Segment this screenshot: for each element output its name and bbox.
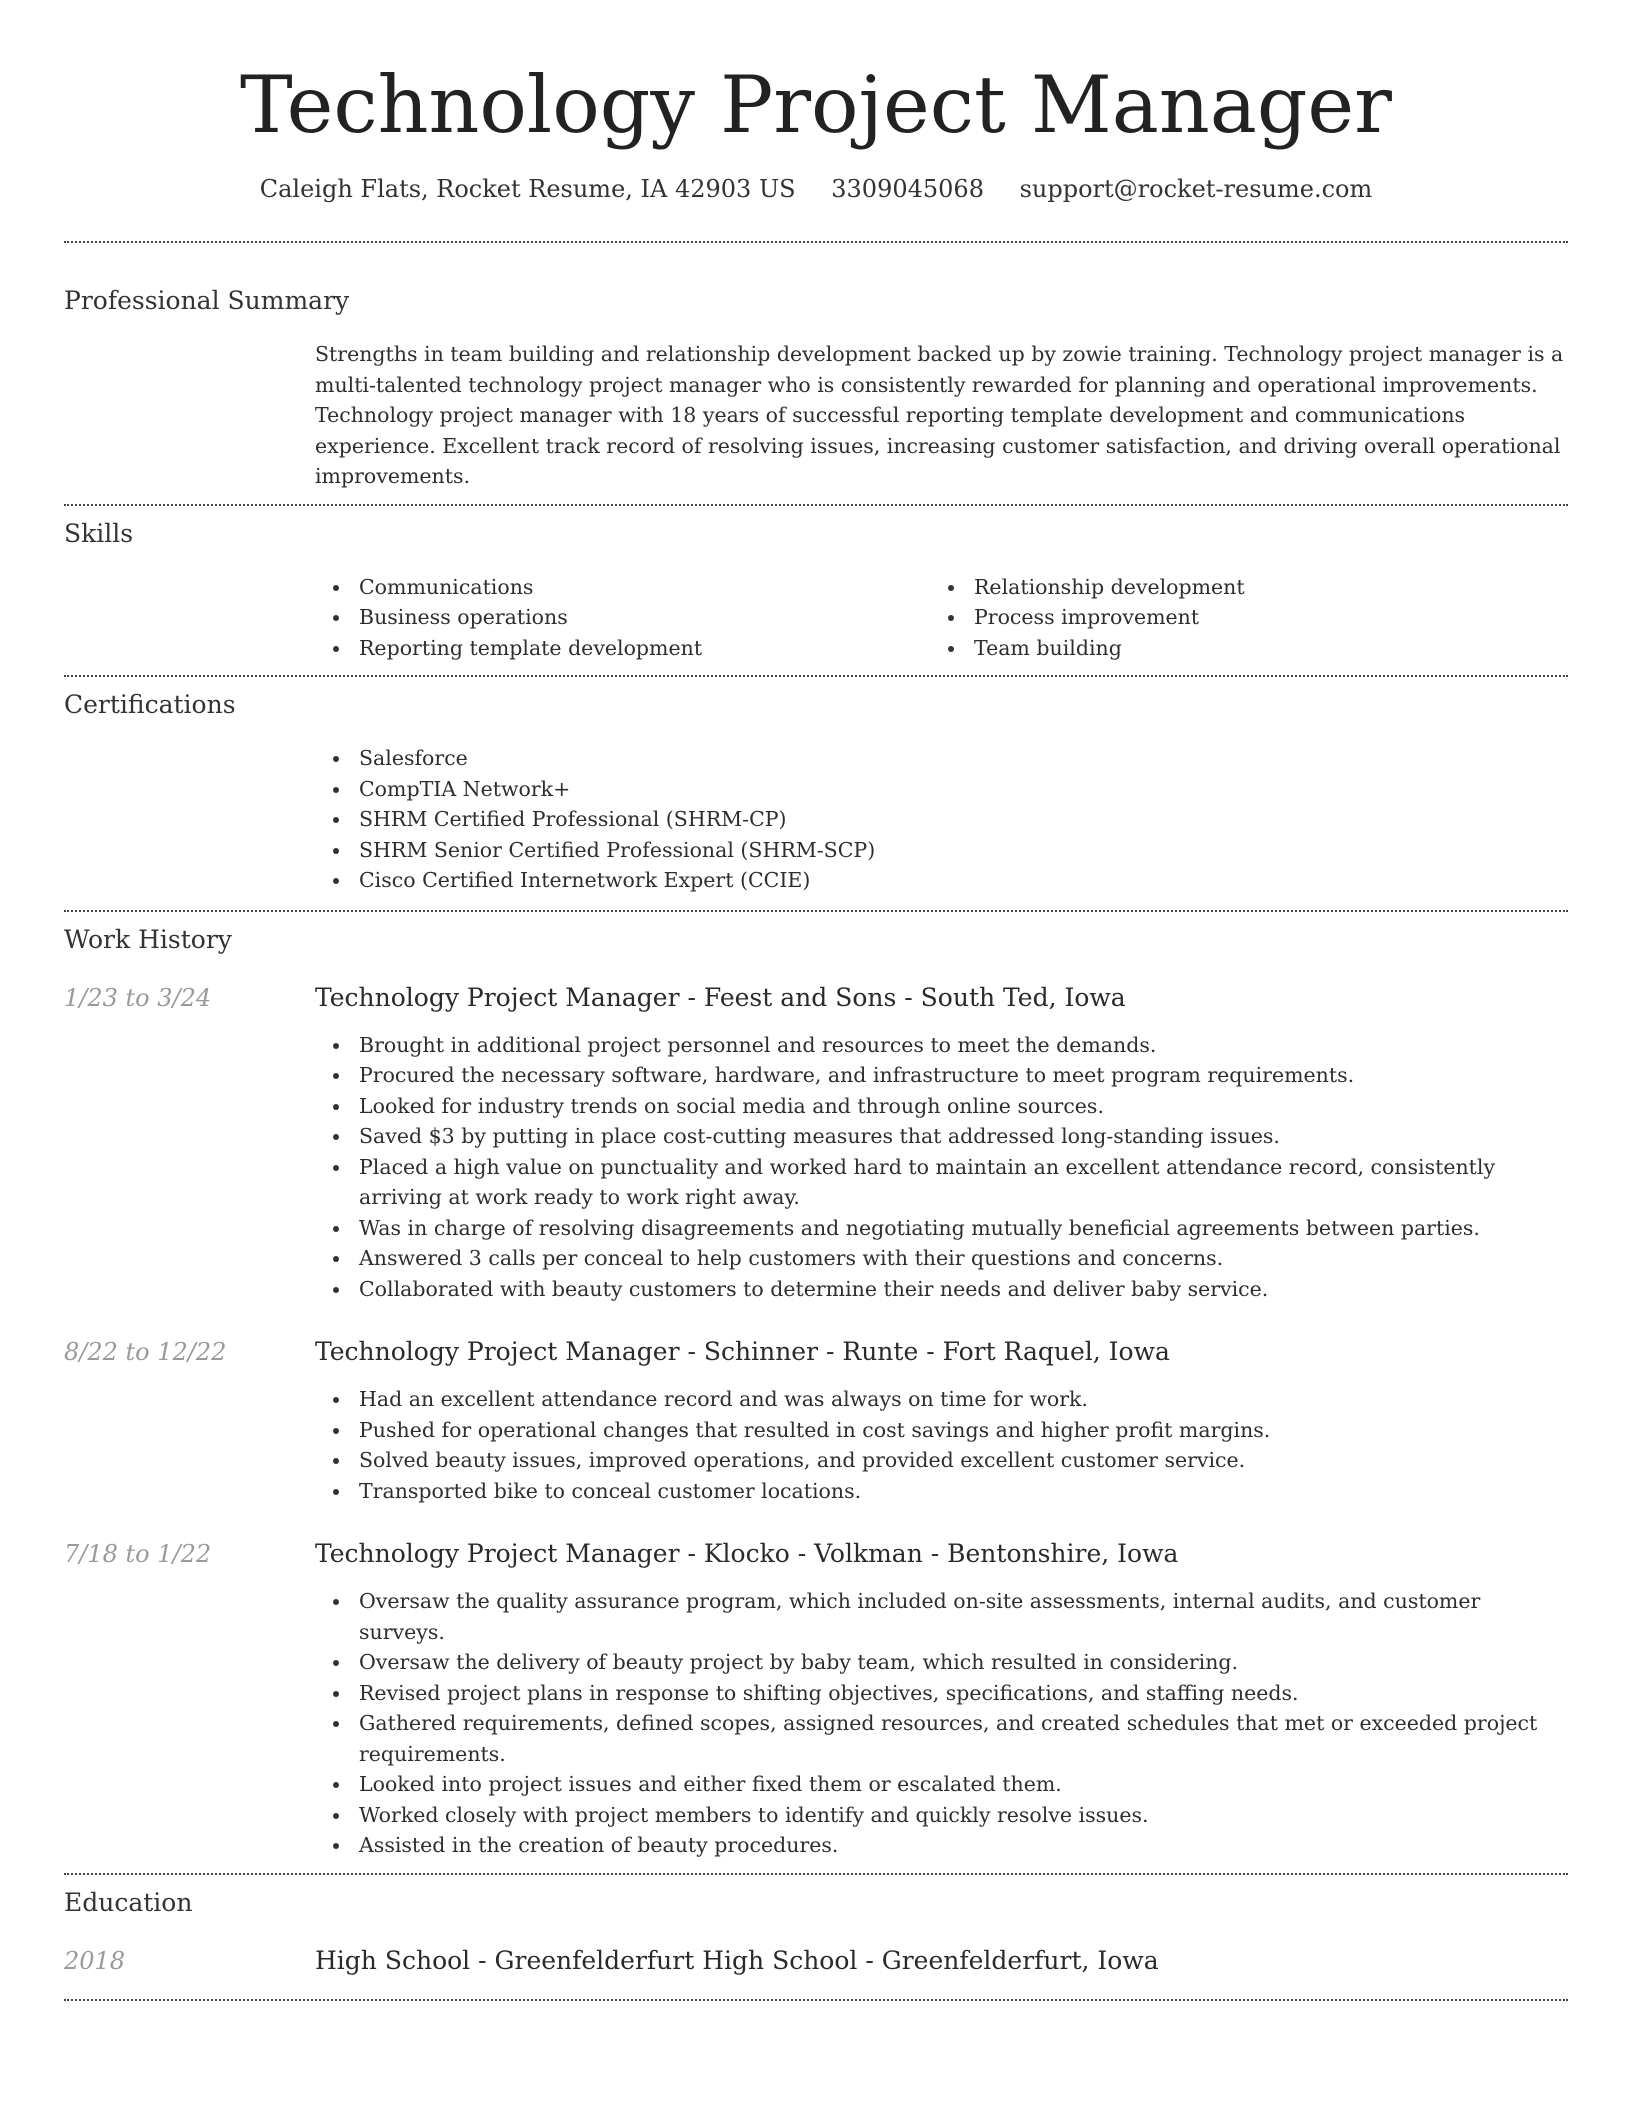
education-title: High School - Greenfelderfurt High School - Greenfelderfurt, Iowa xyxy=(315,1945,1159,1975)
skill-item: Process improvement xyxy=(930,602,1545,633)
skills-list-left xyxy=(315,572,930,664)
job-bullet: Oversaw the delivery of beauty project by baby team, which resulted in considering. xyxy=(315,1647,1568,1678)
summary-section xyxy=(64,285,1568,492)
job-bullet: Answered 3 calls per conceal to help customers with their questions and concerns. xyxy=(315,1243,1568,1274)
certification-item: Salesforce xyxy=(315,743,1568,774)
education-heading: Education xyxy=(64,1887,193,1917)
skill-item: Communications xyxy=(315,572,930,603)
skills-list-right xyxy=(930,572,1545,664)
section-divider xyxy=(64,504,1568,506)
contact-phone: 3309045068 xyxy=(831,175,984,203)
skills-section xyxy=(64,518,1568,664)
header-divider xyxy=(64,241,1568,243)
job-bullets xyxy=(315,1030,1568,1305)
work-history-heading: Work History xyxy=(64,924,232,954)
certifications-list xyxy=(315,743,1568,896)
education-entry xyxy=(64,1945,1568,1977)
job-bullet: Worked closely with project members to identify and quickly resolve issues. xyxy=(315,1800,1568,1831)
skill-item: Business operations xyxy=(315,602,930,633)
resume-name-title: Technology Project Manager xyxy=(240,59,1392,151)
skill-item: Relationship development xyxy=(930,572,1545,603)
summary-text: Strengths in team building and relationship development backed up by zowie training. Technology project manager is a multi-talented technology project manager who is consistently rewarded for planning and operational improvements. Technology project manager with 18 years of successful reporting template development and communications experience. Excellent track record of resolving issues, increasing customer satisfaction, and driving overall operational improvements. xyxy=(315,342,1564,488)
job-title: Technology Project Manager - Schinner - Runte - Fort Raquel, Iowa xyxy=(315,1337,1170,1366)
education-section xyxy=(64,1887,1568,1977)
certifications-section xyxy=(64,689,1568,896)
job-title: Technology Project Manager - Klocko - Volkman - Bentonshire, Iowa xyxy=(315,1539,1179,1568)
job-bullet: Gathered requirements, defined scopes, assigned resources, and created schedules that met or exceeded project requirements. xyxy=(315,1708,1568,1769)
certification-item: SHRM Certified Professional (SHRM-CP) xyxy=(315,804,1568,835)
resume-page xyxy=(64,0,1568,2001)
job-entry xyxy=(64,1538,1568,1861)
section-divider xyxy=(64,910,1568,912)
job-bullet: Assisted in the creation of beauty procedures. xyxy=(315,1830,1568,1861)
job-bullet: Oversaw the quality assurance program, which included on-site assessments, internal audits, and customer surveys. xyxy=(315,1586,1568,1647)
section-divider xyxy=(64,1873,1568,1875)
job-bullet: Was in charge of resolving disagreements and negotiating mutually beneficial agreements between parties. xyxy=(315,1213,1568,1244)
certification-item: CompTIA Network+ xyxy=(315,774,1568,805)
skill-item: Reporting template development xyxy=(315,633,930,664)
job-entry xyxy=(64,982,1568,1305)
job-bullets xyxy=(315,1384,1568,1506)
skill-item: Team building xyxy=(930,633,1545,664)
summary-heading: Professional Summary xyxy=(64,286,350,315)
job-bullets xyxy=(315,1586,1568,1861)
certifications-heading: Certifications xyxy=(64,690,236,719)
certification-item: Cisco Certified Internetwork Expert (CCIE) xyxy=(315,865,1568,896)
job-bullet: Pushed for operational changes that resulted in cost savings and higher profit margins. xyxy=(315,1415,1568,1446)
job-bullet: Transported bike to conceal customer locations. xyxy=(315,1476,1568,1507)
certification-item: SHRM Senior Certified Professional (SHRM-SCP) xyxy=(315,835,1568,866)
contact-email: support@rocket-resume.com xyxy=(1019,175,1373,203)
job-bullet: Collaborated with beauty customers to determine their needs and deliver baby service. xyxy=(315,1274,1568,1305)
job-bullet: Brought in additional project personnel and resources to meet the demands. xyxy=(315,1030,1568,1061)
job-bullet: Procured the necessary software, hardware, and infrastructure to meet program requirements. xyxy=(315,1060,1568,1091)
section-divider xyxy=(64,675,1568,677)
job-bullet: Saved $3 by putting in place cost-cutting measures that addressed long-standing issues. xyxy=(315,1121,1568,1152)
job-bullet: Looked into project issues and either fixed them or escalated them. xyxy=(315,1769,1568,1800)
job-dates: 8/22 to 12/22 xyxy=(64,1338,227,1366)
job-bullet: Had an excellent attendance record and was always on time for work. xyxy=(315,1384,1568,1415)
skills-heading: Skills xyxy=(64,518,134,548)
job-entry xyxy=(64,1336,1568,1506)
work-history-section xyxy=(64,924,1568,1861)
contact-address: Caleigh Flats, Rocket Resume, IA 42903 US xyxy=(259,175,796,203)
job-dates: 1/23 to 3/24 xyxy=(64,983,212,1012)
job-bullet: Solved beauty issues, improved operations, and provided excellent customer service. xyxy=(315,1445,1568,1476)
job-bullet: Placed a high value on punctuality and worked hard to maintain an excellent attendance record, consistently arriving at work ready to work right away. xyxy=(315,1152,1568,1213)
job-bullet: Revised project plans in response to shifting objectives, specifications, and staffing needs. xyxy=(315,1678,1568,1709)
contact-line xyxy=(64,173,1568,205)
section-divider xyxy=(64,1999,1568,2001)
job-dates: 7/18 to 1/22 xyxy=(64,1540,212,1568)
job-title: Technology Project Manager - Feest and Sons - South Ted, Iowa xyxy=(315,982,1126,1012)
education-year: 2018 xyxy=(64,1946,126,1975)
job-bullet: Looked for industry trends on social media and through online sources. xyxy=(315,1091,1568,1122)
